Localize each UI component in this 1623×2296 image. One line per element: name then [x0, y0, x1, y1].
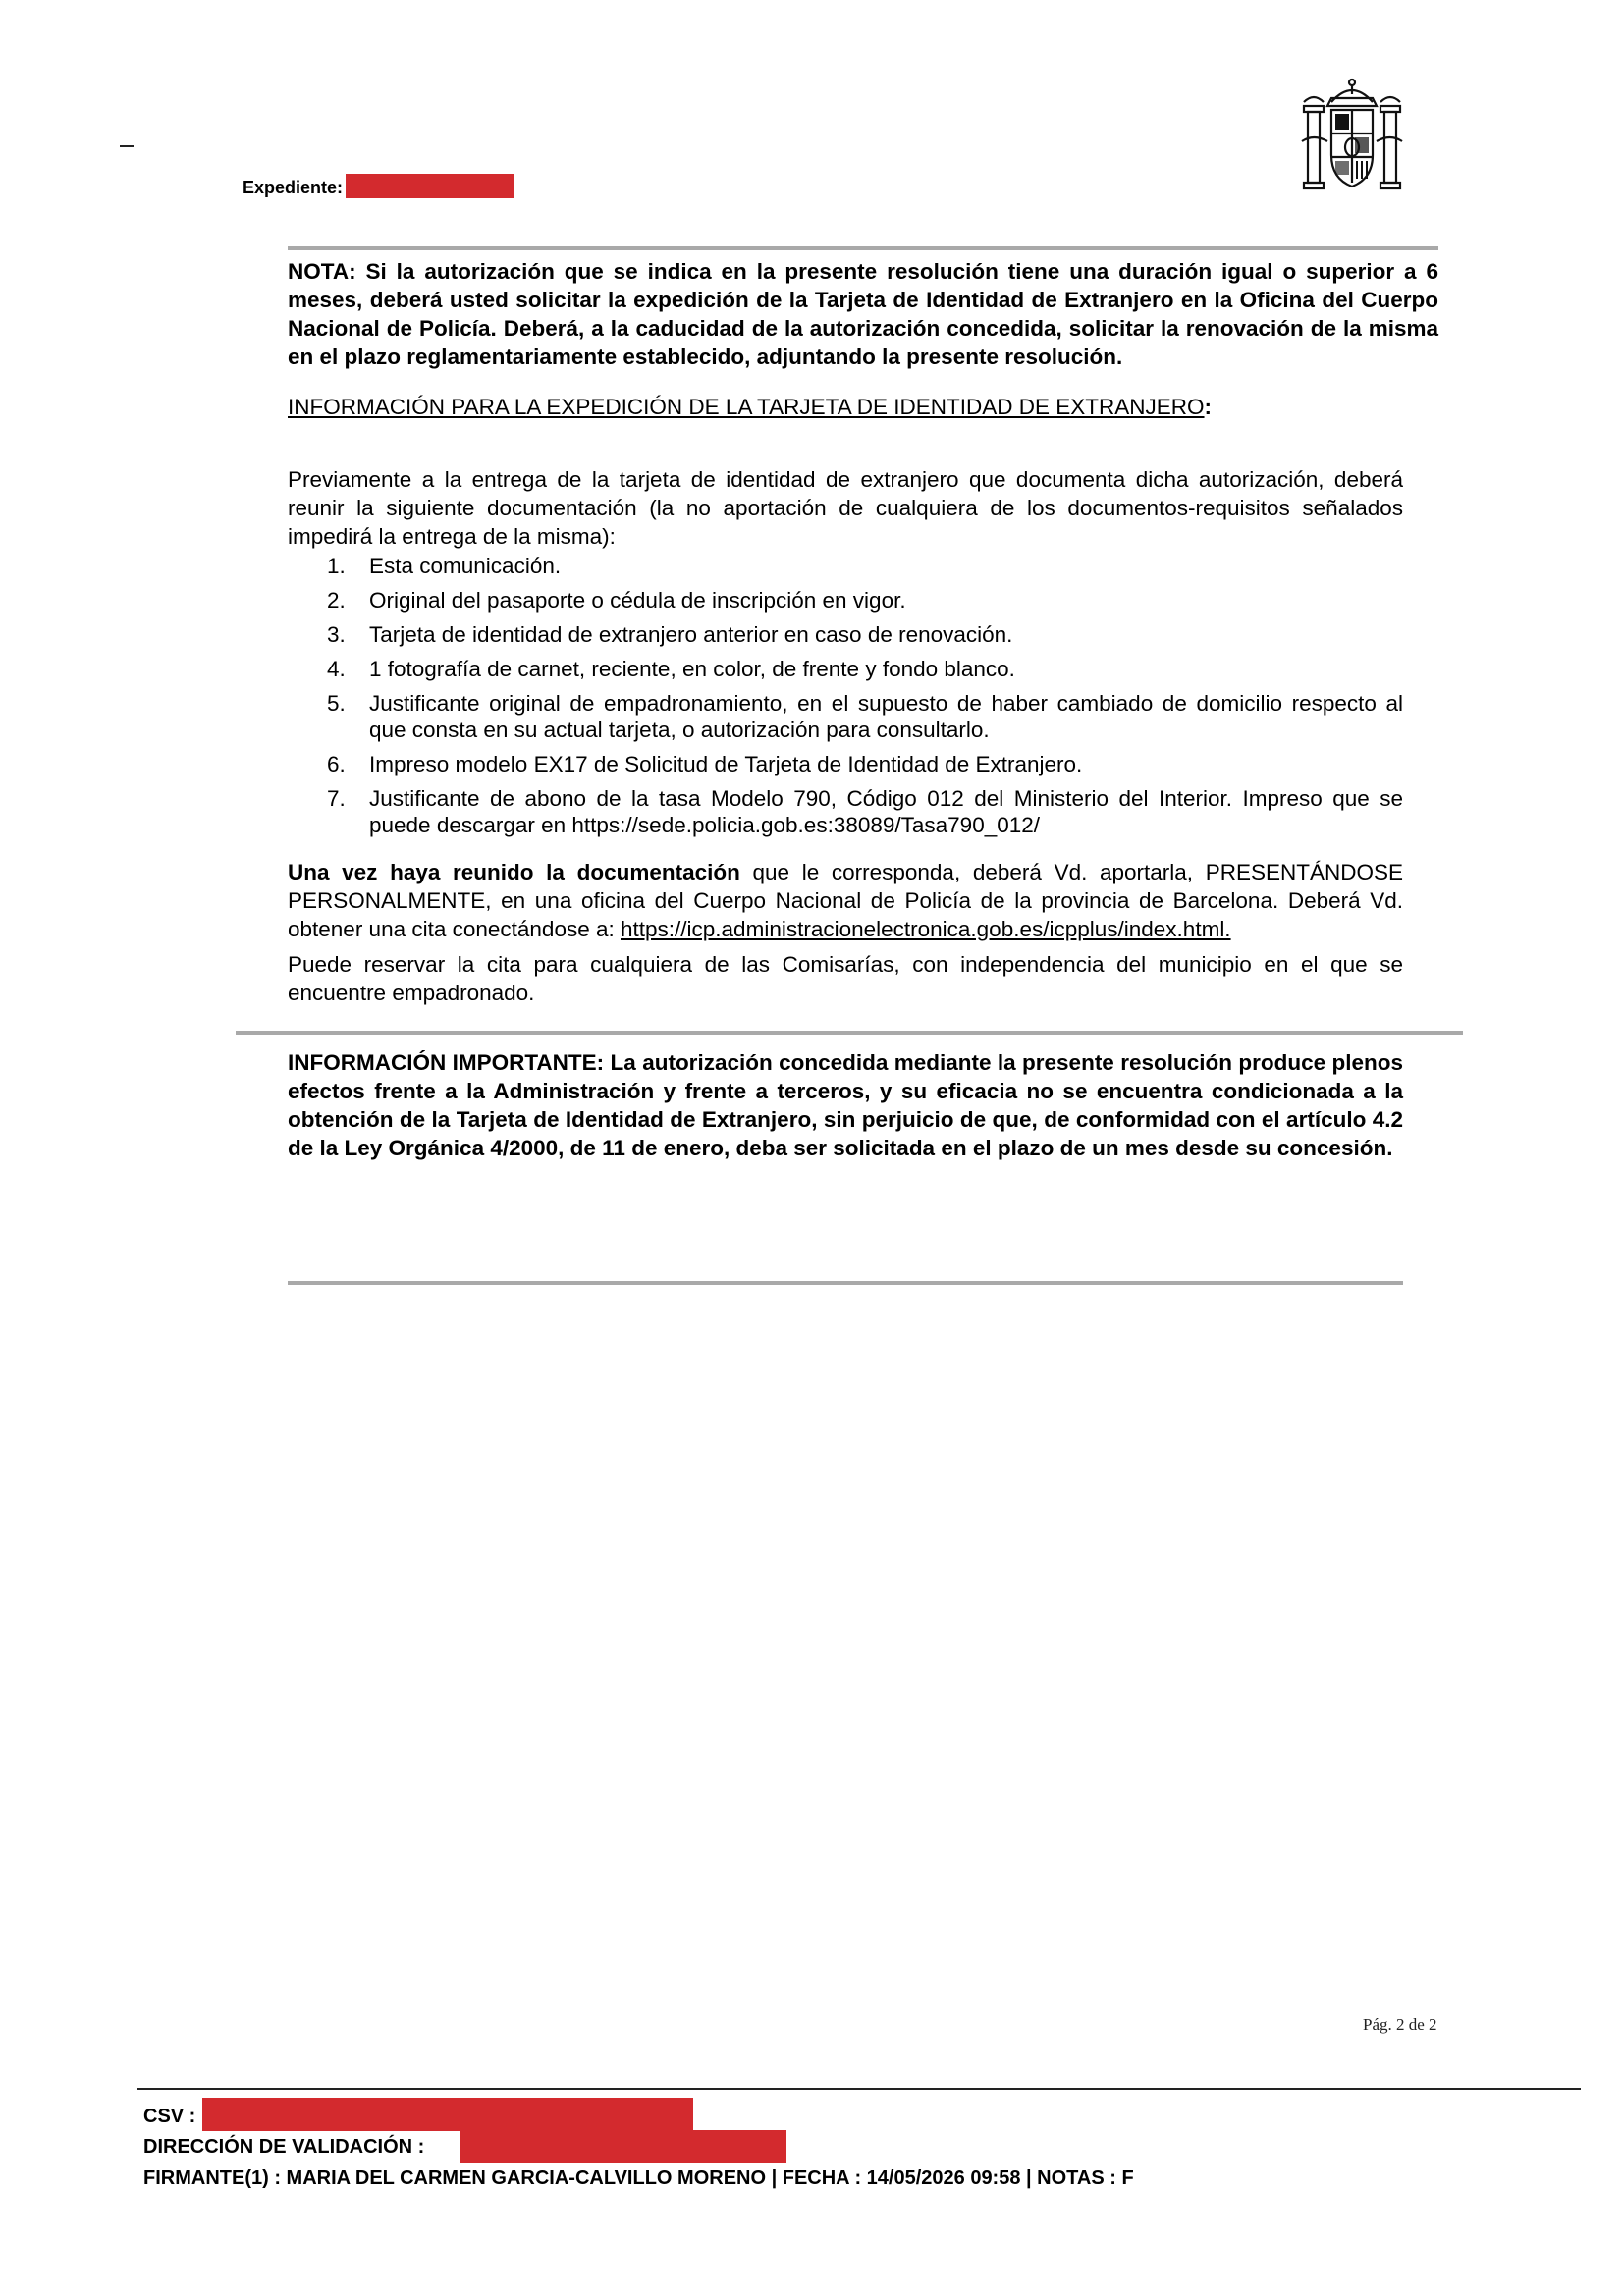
bottom-divider [288, 1281, 1403, 1285]
direccion-label: DIRECCIÓN DE VALIDACIÓN : [143, 2136, 425, 2158]
list-item-number: 7. [327, 786, 346, 811]
corner-mark [120, 145, 134, 147]
list-item-number: 3. [327, 622, 346, 647]
list-item-text: Justificante de abono de la tasa Modelo 790, Código 012 del Ministerio del Interior. Impreso que se puede descargar en https://sede.policia.gob.es:38089/Tasa790_012/ [369, 786, 1403, 837]
list-item-text: Tarjeta de identidad de extranjero anterior en caso de renovación. [369, 622, 1013, 647]
direccion-redaction [460, 2130, 786, 2163]
list-item-number: 4. [327, 657, 346, 681]
top-divider [288, 246, 1438, 250]
list-item-text: Original del pasaporte o cédula de inscripción en vigor. [369, 588, 906, 613]
nota-paragraph: NOTA: Si la autorización que se indica en la presente resolución tiene una duración igual o superior a 6 meses, deberá usted solicitar la expedición de la Tarjeta de Identidad de Extranjero en la Oficina del Cuerpo Nacional de Policía. Deberá, a la caducidad de la autorización concedida, solicitar la renovación de la misma en el plazo reglamentariamente establecido, adjuntando la presente resolución. [288, 259, 1438, 369]
list-item [288, 587, 1403, 614]
requirements-list [288, 553, 1403, 846]
info-heading-colon: : [1204, 395, 1213, 419]
list-item-number: 2. [327, 588, 346, 613]
reunido-bold: Una vez haya reunido la documentación [288, 860, 740, 884]
middle-divider [236, 1031, 1463, 1035]
info-heading-text: INFORMACIÓN PARA LA EXPEDICIÓN DE LA TARJETA DE IDENTIDAD DE EXTRANJERO [288, 395, 1205, 419]
list-item-text: Impreso modelo EX17 de Solicitud de Tarjeta de Identidad de Extranjero. [369, 752, 1083, 776]
csv-label: CSV : [143, 2106, 196, 2127]
list-item [288, 621, 1403, 648]
list-item [288, 656, 1403, 682]
firmante-line: FIRMANTE(1) : MARIA DEL CARMEN GARCIA-CALVILLO MORENO | FECHA : 14/05/2026 09:58 | NOTAS : F [143, 2167, 1134, 2189]
footer-divider [137, 2088, 1581, 2090]
list-item [288, 690, 1403, 743]
expediente-label: Expediente: [243, 178, 344, 197]
cita-link[interactable]: https://icp.administracionelectronica.gob.es/icpplus/index.html. [621, 917, 1231, 941]
list-item-number: 6. [327, 752, 346, 776]
list-item-number: 5. [327, 691, 346, 716]
list-item-text: Justificante original de empadronamiento, en el supuesto de haber cambiado de domicilio respecto al que consta en su actual tarjeta, o autorización para consultarlo. [369, 691, 1403, 742]
cita-paragraph: Puede reservar la cita para cualquiera de las Comisarías, con independencia del municipio en el que se encuentre empadronado. [288, 952, 1403, 1005]
info-heading [288, 393, 1438, 422]
intro-paragraph: Previamente a la entrega de la tarjeta de identidad de extranjero que documenta dicha autorización, deberá reunir la siguiente documentación (la no aportación de cualquiera de los documentos-requisitos señalados impedirá la entrega de la misma): [288, 467, 1403, 549]
expediente-redaction [346, 174, 514, 198]
importante-paragraph: INFORMACIÓN IMPORTANTE: La autorización concedida mediante la presente resolución produce plenos efectos frente a la Administración y frente a terceros, y su eficacia no se encuentra condicionada a la obtención de la Tarjeta de Identidad de Extranjero, sin perjuicio de que, de conformidad con el artículo 4.2 de la Ley Orgánica 4/2000, de 11 de enero, deba ser solicitada en el plazo de un mes desde su concesión. [288, 1050, 1403, 1160]
csv-redaction [202, 2098, 693, 2131]
list-item [288, 751, 1403, 777]
list-item-text: Esta comunicación. [369, 554, 562, 578]
coat-of-arms-icon [1298, 73, 1406, 200]
page-number: Pág. 2 de 2 [1363, 2015, 1437, 2034]
reunido-paragraph [288, 858, 1403, 943]
list-item-number: 1. [327, 554, 346, 578]
list-item [288, 553, 1403, 579]
list-item-text: 1 fotografía de carnet, reciente, en color, de frente y fondo blanco. [369, 657, 1015, 681]
list-item [288, 785, 1403, 838]
reunido-text: que le corresponda, deberá Vd. aportarla, PRESENTÁNDOSE PERSONALMENTE, en una oficina del Cuerpo Nacional de Policía de la provincia de Barcelona. Deberá Vd. obtener una cita conectándose a: [288, 860, 1403, 941]
